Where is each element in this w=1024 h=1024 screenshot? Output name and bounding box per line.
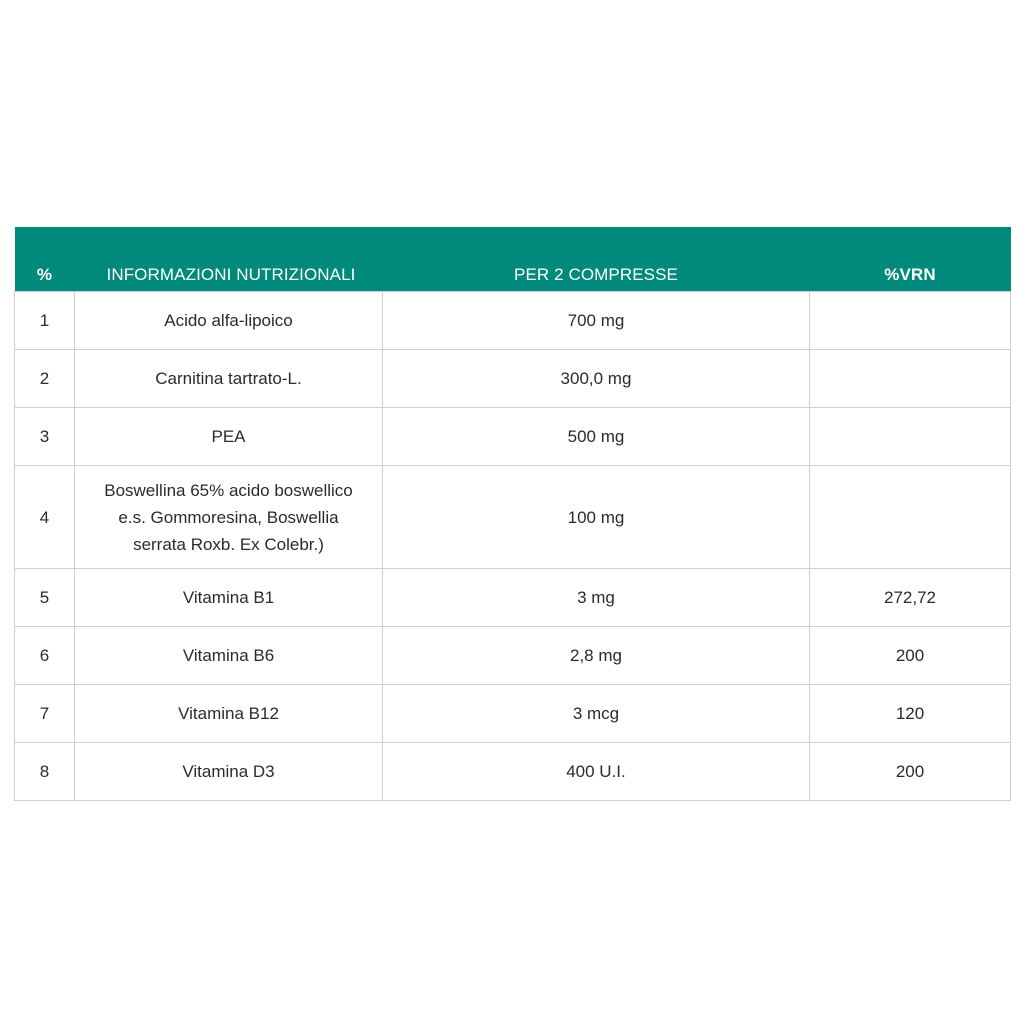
table-header [15,227,1011,292]
cell-vrn [810,408,1011,466]
cell-number: 2 [15,350,75,408]
header-row [15,227,1011,292]
cell-number: 5 [15,569,75,627]
cell-nutrient: Vitamina B1 [75,569,383,627]
table-row [15,743,1011,801]
cell-vrn [810,466,1011,569]
cell-quantity: 500 mg [383,408,810,466]
table-row [15,350,1011,408]
header-percent: % [15,227,75,292]
header-vrn: %VRN [810,227,1011,292]
cell-number: 1 [15,292,75,350]
table-row [15,569,1011,627]
cell-number: 3 [15,408,75,466]
cell-vrn: 120 [810,685,1011,743]
table-row [15,627,1011,685]
cell-nutrient: Vitamina D3 [75,743,383,801]
cell-nutrient: PEA [75,408,383,466]
cell-number: 8 [15,743,75,801]
cell-number: 7 [15,685,75,743]
cell-vrn [810,292,1011,350]
header-nutritional-info: INFORMAZIONI NUTRIZIONALI [75,227,383,292]
cell-quantity: 100 mg [383,466,810,569]
cell-number: 4 [15,466,75,569]
cell-vrn [810,350,1011,408]
cell-quantity: 300,0 mg [383,350,810,408]
cell-nutrient: Vitamina B12 [75,685,383,743]
cell-nutrient: Acido alfa-lipoico [75,292,383,350]
cell-nutrient: Carnitina tartrato-L. [75,350,383,408]
cell-nutrient: Boswellina 65% acido boswellico e.s. Gommoresina, Boswellia serrata Roxb. Ex Colebr.) [75,466,383,569]
cell-number: 6 [15,627,75,685]
cell-quantity: 700 mg [383,292,810,350]
table-row [15,408,1011,466]
cell-quantity: 2,8 mg [383,627,810,685]
table-body [15,292,1011,801]
header-per-2-tablets: PER 2 COMPRESSE [383,227,810,292]
table-row [15,292,1011,350]
table-row [15,466,1011,569]
cell-nutrient: Vitamina B6 [75,627,383,685]
cell-vrn: 200 [810,627,1011,685]
cell-vrn: 200 [810,743,1011,801]
cell-quantity: 3 mcg [383,685,810,743]
cell-vrn: 272,72 [810,569,1011,627]
nutrition-table [14,227,1011,801]
cell-quantity: 3 mg [383,569,810,627]
table-row [15,685,1011,743]
cell-quantity: 400 U.I. [383,743,810,801]
